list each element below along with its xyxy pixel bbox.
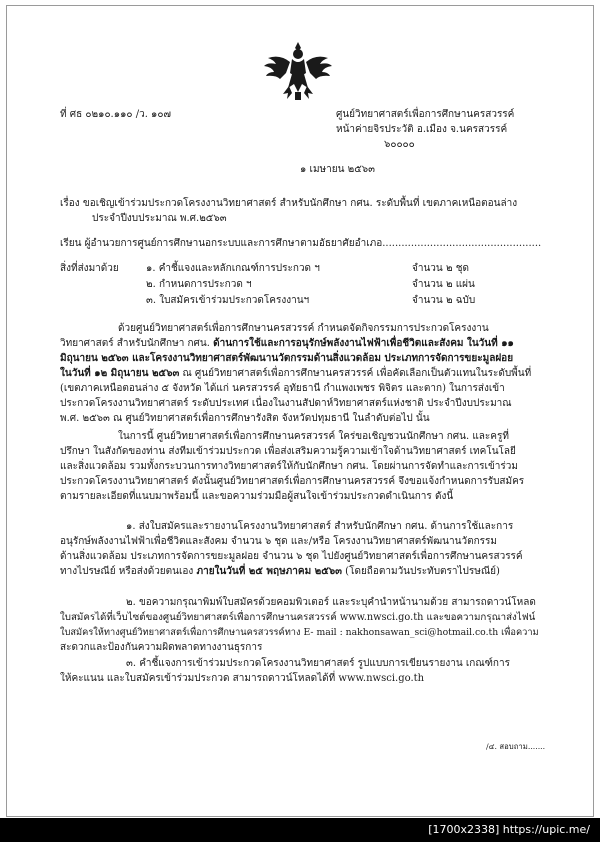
paragraph-line: ปรึกษา ในสังกัดของท่าน ส่งทีมเข้าร่วมประกวด เพื่อส่งเสริมความรู้ความเข้าใจด้านวิทยาศาสตร์ เทคโนโลยี: [60, 446, 516, 457]
list-item-line: ๓. คำชี้แจงการเข้าร่วมประกวดโครงงานวิทยาศาสตร์ รูปแบบการเขียนรายงาน เกณฑ์การ: [126, 658, 510, 669]
recipient-line: เรียน ผู้อำนวยการศูนย์การศึกษานอกระบบและการศึกษาตามอัธยาศัยอำเภอ..................................................: [60, 238, 542, 249]
list-item-line: ๒. ขอความกรุณาพิมพ์ใบสมัครด้วยคอมพิวเตอร์ และระบุคำนำหน้านามด้วย สามารถดาวน์โหลด: [126, 597, 536, 608]
paragraph-line: ประกวดโครงงานวิทยาศาสตร์ ระดับประเทศ เนื่องในงานสัปดาห์วิทยาศาสตร์แห่งชาติ ประจำปีงบประมาณ: [60, 398, 512, 409]
garuda-emblem-icon: [262, 40, 334, 102]
watermark-bar: [0, 818, 600, 842]
sender-address-line: หน้าค่ายจิรประวัติ อ.เมือง จ.นครสวรรค์: [336, 124, 508, 135]
page-continuation: /๔. สอบถาม.......: [486, 742, 546, 751]
attachment-quantity: จำนวน ๒ แผ่น: [412, 279, 475, 290]
attachment-quantity: จำนวน ๒ ชุด: [412, 263, 469, 274]
list-item-line: อนุรักษ์พลังงานไฟฟ้าเพื่อชีวิตและสังคม จำนวน ๖ ชุด และ/หรือ โครงงานวิทยาศาสตร์พัฒนานวัตกรรม: [60, 536, 497, 547]
list-item-line: ทางไปรษณีย์ หรือส่งด้วยตนเอง ภายในวันที่ ๒๕ พฤษภาคม ๒๕๖๓ (โดยถือตามวันประทับตราไปรษณีย์): [60, 566, 500, 577]
list-item-line: ๑. ส่งใบสมัครและรายงานโครงงานวิทยาศาสตร์ สำหรับนักศึกษา กศน. ด้านการใช้และการ: [126, 521, 514, 532]
list-item-line: ด้านสิ่งแวดล้อม ประเภทการจัดการขยะมูลฝอย จำนวน ๖ ชุด ไปยังศูนย์วิทยาศาสตร์เพื่อการศึกษานครสวรรค์: [60, 551, 523, 562]
paragraph-line: (เขตภาคเหนือตอนล่าง ๕ จังหวัด ได้แก่ นครสวรรค์ อุทัยธานี กำแพงเพชร พิจิตร และตาก) ในการส่งเข้า: [60, 383, 505, 394]
paragraph-line: วิทยาศาสตร์ สำหรับนักศึกษา กศน. ด้านการใช้และการอนุรักษ์พลังงานไฟฟ้าเพื่อชีวิตและสังคม ในวันที่ ๑๑: [60, 338, 514, 349]
paragraph-line: ในการนี้ ศูนย์วิทยาศาสตร์เพื่อการศึกษานครสวรรค์ ใคร่ขอเชิญชวนนักศึกษา กศน. และครูที่: [118, 431, 509, 442]
list-item-line: ให้คะแนน และใบสมัครเข้าร่วมประกวด สามารถดาวน์โหลดได้ที่ www.nwsci.go.th: [60, 673, 425, 684]
sender-address-line: ๖๐๐๐๐: [384, 139, 415, 150]
sender-address-line: ศูนย์วิทยาศาสตร์เพื่อการศึกษานครสวรรค์: [336, 109, 515, 120]
paragraph-line: ในวันที่ ๑๒ มิถุนายน ๒๕๖๓ ณ ศูนย์วิทยาศาสตร์เพื่อการศึกษานครสวรรค์ เพื่อคัดเลือกเป็นตัวแทนในระดับพื้นที่: [60, 368, 532, 379]
attachment-quantity: จำนวน ๒ ฉบับ: [412, 295, 476, 306]
paragraph-line: ประกวดโครงงานวิทยาศาสตร์ ดังนั้นศูนย์วิทยาศาสตร์เพื่อการศึกษานครสวรรค์ จึงขอแจ้งกำหนดการรับสมัคร: [60, 476, 525, 487]
attachment-item: ๒. กำหนดการประกวด ฯ: [146, 279, 252, 290]
reference-number: ที่ ศธ ๐๒๑๐.๑๑๐ /ว. ๑๐๗: [60, 109, 172, 120]
attachment-item: ๑. คำชี้แจงและหลักเกณฑ์การประกวด ฯ: [146, 263, 320, 274]
paragraph-line: และสิ่งแวดล้อม รวมทั้งกระบวนการทางวิทยาศาสตร์ให้กับนักศึกษา กศน. โดยผ่านการจัดทำและการเข้าร่วม: [60, 461, 519, 472]
list-item-line: ใบสมัครให้ทางศูนย์วิทยาศาสตร์เพื่อการศึกษานครสวรรค์ทาง E- mail : nakhonsawan_sci@hotmail.co.th เพื่อความ: [60, 627, 539, 638]
letter-date: ๑ เมษายน ๒๕๖๓: [300, 164, 375, 175]
list-item-line: ใบสมัครได้ที่เว็บไซต์ของศูนย์วิทยาศาสตร์เพื่อการศึกษานครสวรรค์ www.nwsci.go.th และขอความกรุณาส่งไฟน์: [60, 612, 536, 623]
list-item-line: สะดวกและป้องกันความผิดพลาดทางงานธุรการ: [60, 642, 263, 653]
attachment-item: ๓. ใบสมัครเข้าร่วมประกวดโครงงานฯ: [146, 295, 310, 306]
paragraph-line: ตามรายละเอียดที่แนบมาพร้อมนี้ และขอความร่วมมือผู้สนใจเข้าร่วมประกวดดำเนินการ ดังนี้: [60, 491, 454, 502]
paragraph-line: พ.ศ. ๒๕๖๓ ณ ศูนย์วิทยาศาสตร์เพื่อการศึกษารังสิต จังหวัดปทุมธานี ในลำดับต่อไป นั้น: [60, 413, 430, 424]
watermark-text: [1700x2338] https://upic.me/: [428, 823, 590, 836]
paragraph-line: มิถุนายน ๒๕๖๓ และโครงงานวิทยาศาสตร์พัฒนานวัตกรรมด้านสิ่งแวดล้อม ประเภทการจัดการขยะมูลฝอย: [60, 353, 514, 364]
paragraph-line: ด้วยศูนย์วิทยาศาสตร์เพื่อการศึกษานครสวรรค์ กำหนดจัดกิจกรรมการประกวดโครงงาน: [118, 323, 489, 334]
subject-line: ประจำปีงบประมาณ พ.ศ.๒๕๖๓: [92, 213, 227, 224]
attachments-label: สิ่งที่ส่งมาด้วย: [60, 263, 119, 274]
subject-line: เรื่อง ขอเชิญเข้าร่วมประกวดโครงงานวิทยาศาสตร์ สำหรับนักศึกษา กศน. ระดับพื้นที่ เขตภาคเหนือตอนล่าง: [60, 198, 518, 209]
